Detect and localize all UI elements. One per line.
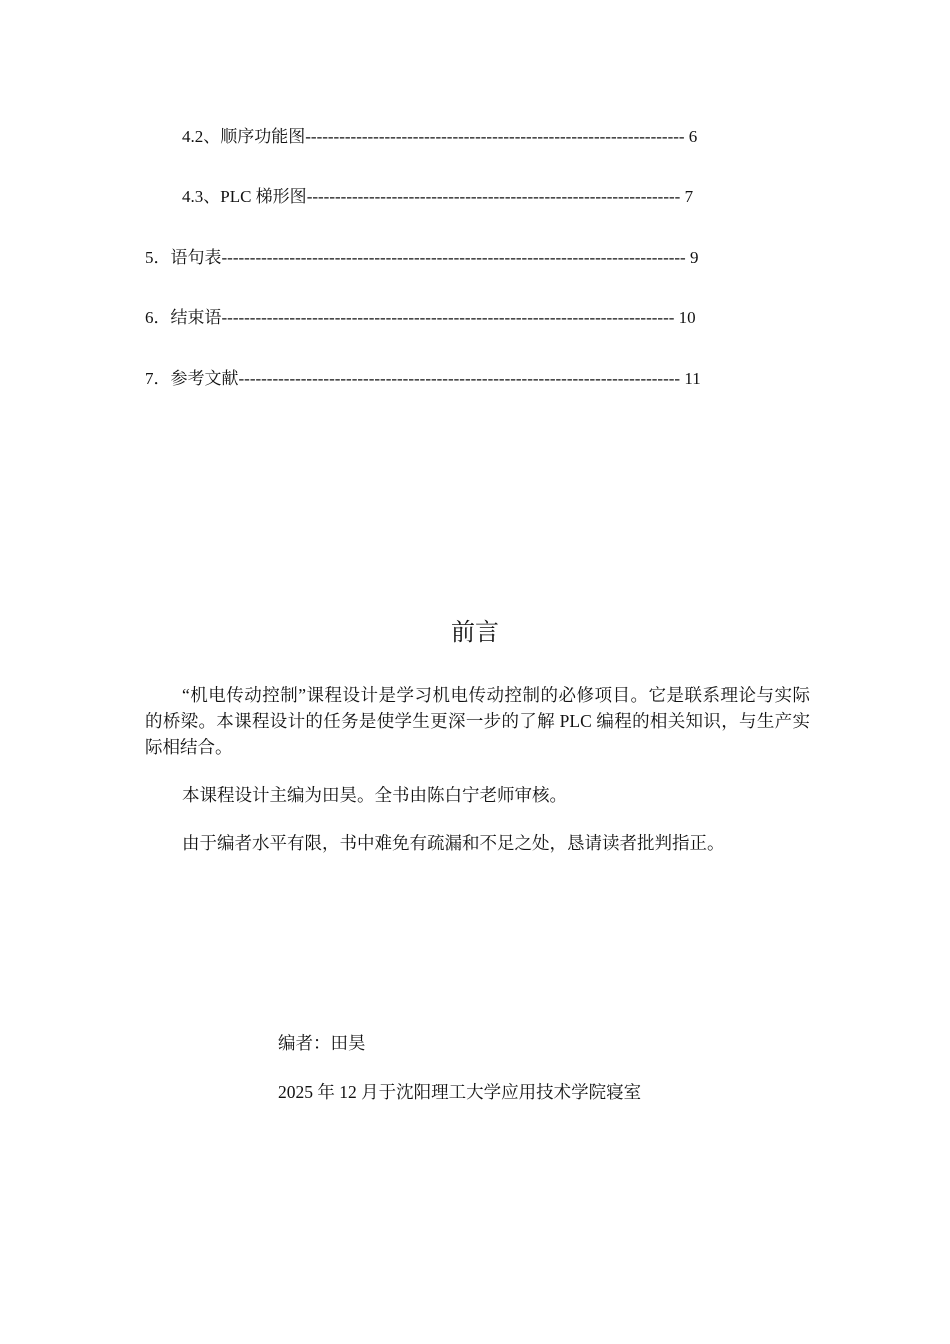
place-date-line: 2025 年 12 月于沈阳理工大学应用技术学院寝室 xyxy=(278,1082,642,1102)
toc-page-number: 9 xyxy=(689,248,699,267)
toc-entry-4-2[interactable] xyxy=(182,126,697,148)
preface-title: 前言 xyxy=(451,620,499,646)
toc-label: 7．参考文献 xyxy=(145,369,239,388)
preface-paragraph-3: 由于编者水平有限，书中难免有疏漏和不足之处，恳请读者批判指正。 xyxy=(182,833,725,853)
toc-entry-7[interactable] xyxy=(145,368,701,390)
toc-page-number: 7 xyxy=(684,187,694,206)
preface-paragraph-1: “机电传动控制”课程设计是学习机电传动控制的必修项目。它是联系理论与实际的桥梁。本课程设计的任务是使学生更深一步的了解 PLC 编程的相关知识，与生产实际相结合。 xyxy=(145,685,810,757)
toc-label: 4.2、顺序功能图 xyxy=(182,127,306,146)
toc-page-number: 10 xyxy=(678,308,696,327)
editor-signature: 编者：田昊 xyxy=(278,1033,366,1053)
toc-page-number: 11 xyxy=(684,369,701,388)
toc-leader: -------------------------------------------------------------------------------- xyxy=(221,308,675,327)
toc-label: 6．结束语 xyxy=(145,308,222,327)
toc-label: 5．语句表 xyxy=(145,248,222,267)
preface-paragraph-2: 本课程设计主编为田昊。全书由陈白宁老师审核。 xyxy=(182,785,567,805)
toc-leader: ------------------------------------------------------------------------------ xyxy=(238,369,681,388)
toc-entry-6[interactable] xyxy=(145,307,696,329)
toc-label: 4.3、PLC 梯形图 xyxy=(182,187,307,206)
toc-leader: ---------------------------------------------------------------------------------- xyxy=(221,248,686,267)
toc-page-number: 6 xyxy=(688,127,698,146)
toc-entry-4-3[interactable] xyxy=(182,186,693,208)
toc-entry-5[interactable] xyxy=(145,247,698,269)
toc-leader: ------------------------------------------------------------------- xyxy=(305,127,685,146)
toc-leader: ------------------------------------------------------------------ xyxy=(306,187,681,206)
